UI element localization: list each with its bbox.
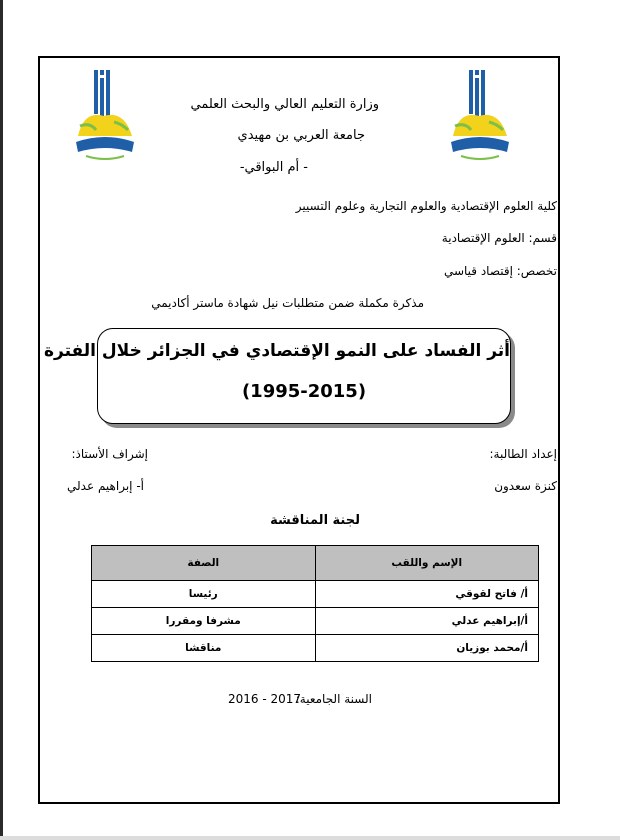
table-row: [92, 608, 539, 635]
member-role: مناقشا: [92, 635, 316, 662]
thesis-title: أثر الفساد على النمو الإقتصادي في الجزائر خلال الفترة: [44, 341, 510, 361]
university-name: جامعة العربي بن مهيدي: [237, 128, 365, 143]
student-label: إعداد الطالبة:: [489, 447, 557, 461]
column-header-name: الإسم واللقب: [315, 546, 539, 581]
table-row: [92, 635, 539, 662]
member-role: مشرفا ومقررا: [92, 608, 316, 635]
member-name: أ/إبراهيم عدلي: [315, 608, 539, 635]
university-logo-left: [70, 66, 140, 171]
viewer-left-edge: [0, 0, 3, 840]
member-name: أ/محمد بوزيان: [315, 635, 539, 662]
university-logo-right: [445, 66, 515, 171]
committee-heading: لجنة المناقشة: [270, 513, 360, 528]
member-role: رئيسا: [92, 581, 316, 608]
member-name: أ/ فاتح لقوقي: [315, 581, 539, 608]
university-city: - أم البواقي-: [239, 160, 308, 175]
thesis-period: (1995-2015): [241, 381, 367, 402]
specialty-name: تخصص: إقتصاد قياسي: [443, 264, 557, 278]
faculty-name: كلية العلوم الإقتصادية والعلوم التجارية وعلوم التسيير: [295, 199, 557, 213]
supervisor-name: أ- إبراهيم عدلي: [67, 479, 144, 493]
viewer-bottom-edge: [0, 836, 620, 840]
department-name: قسم: العلوم الإقتصادية: [441, 231, 557, 245]
supervisor-label: إشراف الأستاذ:: [71, 447, 148, 461]
table-header-row: [92, 546, 539, 581]
student-name: كنزة سعدون: [494, 479, 557, 493]
committee-table: [91, 545, 539, 662]
academic-year-value: 2016 - 2017: [228, 692, 302, 706]
academic-year-label: السنة الجامعية:: [295, 692, 372, 706]
table-row: [92, 581, 539, 608]
thesis-title-box: [44, 328, 511, 424]
memo-note: مذكرة مكملة ضمن متطلبات نيل شهادة ماستر أكاديمي: [151, 296, 424, 310]
ministry-name: وزارة التعليم العالي والبحث العلمي: [190, 97, 379, 112]
column-header-role: الصفة: [92, 546, 316, 581]
